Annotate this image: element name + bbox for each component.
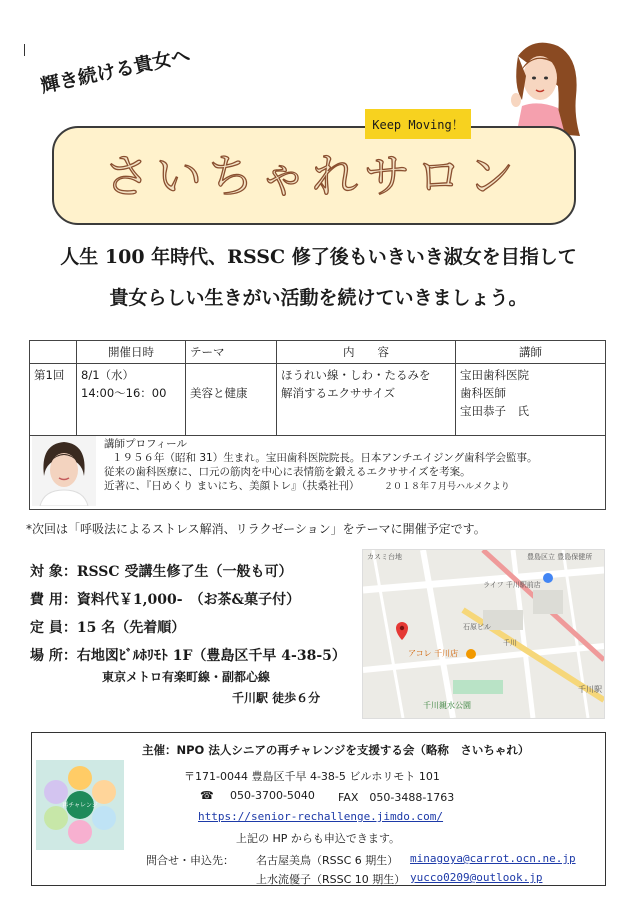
profile-heading: 講師プロフィール [104,438,187,450]
organizer-fax: FAX 050-3488-1763 [338,791,455,804]
lead-line-2: 貴女らしい生きがい活動を続けていきましょう。 [109,287,528,309]
logo-center-text: 再チャレンジ [62,802,98,809]
table-header [30,341,77,364]
location-map[interactable] [362,549,605,719]
content-line: 解消するエクササイズ [281,386,396,400]
profile-line [104,479,538,494]
apply-note: 上記の HP からも申込できます。 [236,832,401,845]
access-line-2: 千川駅 徒歩６分 [232,691,321,705]
contact-email-link[interactable]: minagoya@carrot.ocn.ne.jp [410,852,576,865]
map-label: アコレ 千川店 [408,649,459,658]
session-theme [186,364,277,436]
lecturer-line: 歯科医師 [460,386,506,400]
lecturer-line: 宝田歯科医院 [460,368,529,382]
next-session-note: *次回は「呼吸法によるストレス解消、リラクゼーション」をテーマに開催予定です。 [26,522,486,536]
lecturer-photo [32,436,96,506]
table-header: 内 容 [277,341,456,364]
session-date: 8/1（水） [81,368,135,382]
map-label: ライフ 千川駅前店 [483,581,541,589]
page-title: さいちゃれサロン [104,149,520,203]
map-label: 石原ビル [463,623,491,631]
contact-name: 上水流優子（RSSC 10 期生） [256,873,406,886]
map-label: 千川 [503,639,517,647]
session-datetime [77,364,186,436]
access-line-1: 東京メトロ有楽町線・副都心線 [102,670,271,684]
table-row [30,364,606,436]
target-line: 対 象：RSSC 受講生修了生（一般も可） [30,564,293,580]
fee-line: 費 用：資料代￥1,000- （お茶&菓子付） [30,592,301,608]
table-header: 講師 [456,341,606,364]
map-label: 豊島区立 豊島保健所 [527,553,593,561]
profile-line: 従来の歯科医療に、口元の筋肉を中心に表情筋を鍛えるエクササイズを考案。 [104,466,471,478]
map-graphic [363,550,604,718]
page-marker [24,44,25,56]
session-time: 14:00～16：00 [81,386,167,400]
profile-text [104,437,538,494]
map-label: 千川駅 [578,685,602,694]
session-number: 第1回 [30,364,77,436]
session-content [277,364,456,436]
session-lecturer [456,364,606,436]
table-header: 開催日時 [77,341,186,364]
profile-book: 近著に、『日めくり まいにち、美顔トレ』（扶桑社刊） [104,480,360,492]
table-header-row [30,341,606,364]
map-label: カスミ台地 [367,553,402,561]
profile-line: １９５６年（昭和 31）生まれ。宝田歯科医院院長。日本アンチエイジング歯科学会監事。 [112,452,538,464]
tagline: 輝き続ける貴女へ [38,44,193,98]
map-label: 千川親水公園 [423,701,471,710]
keep-moving-badge: Keep Moving！ [365,109,471,139]
contact-name: 名古屋美鳥（RSSC 6 期生） [256,854,399,867]
profile-source: ２０１８年７月号ハルメクより [384,482,510,492]
table-header: テーマ [186,341,277,364]
lecturer-line: 宝田恭子 氏 [460,404,529,418]
content-line: ほうれい線・しわ・たるみを [281,368,431,382]
place-line: 場 所：右地図ﾋﾞﾙﾎﾘﾓﾄ 1F（豊島区千早 4-38-5） [30,648,346,664]
organizer-phone: 050-3700-5040 [230,789,315,802]
capacity-line: 定 員：15 名（先着順） [30,620,186,636]
schedule-table [29,340,606,436]
organizer-website-link[interactable]: https://senior-rechallenge.jimdo.com/ [198,810,444,823]
lead-line-1: 人生 100 年時代、RSSC 修了後もいきいき淑女を目指して [60,246,577,268]
theme-text: 美容と健康 [190,386,248,400]
contact-email-link[interactable]: yucco0209@outlook.jp [410,871,543,884]
organizer-address: 〒171-0044 豊島区千早 4-38-5 ビルホリモト 101 [184,770,440,783]
organizer-name: 主催：NPO 法人シニアの再チャレンジを支援する会（略称 さいちゃれ） [142,743,530,757]
phone-icon: ☎ [200,789,214,802]
contact-label: 問合せ・申込先： [146,854,234,867]
